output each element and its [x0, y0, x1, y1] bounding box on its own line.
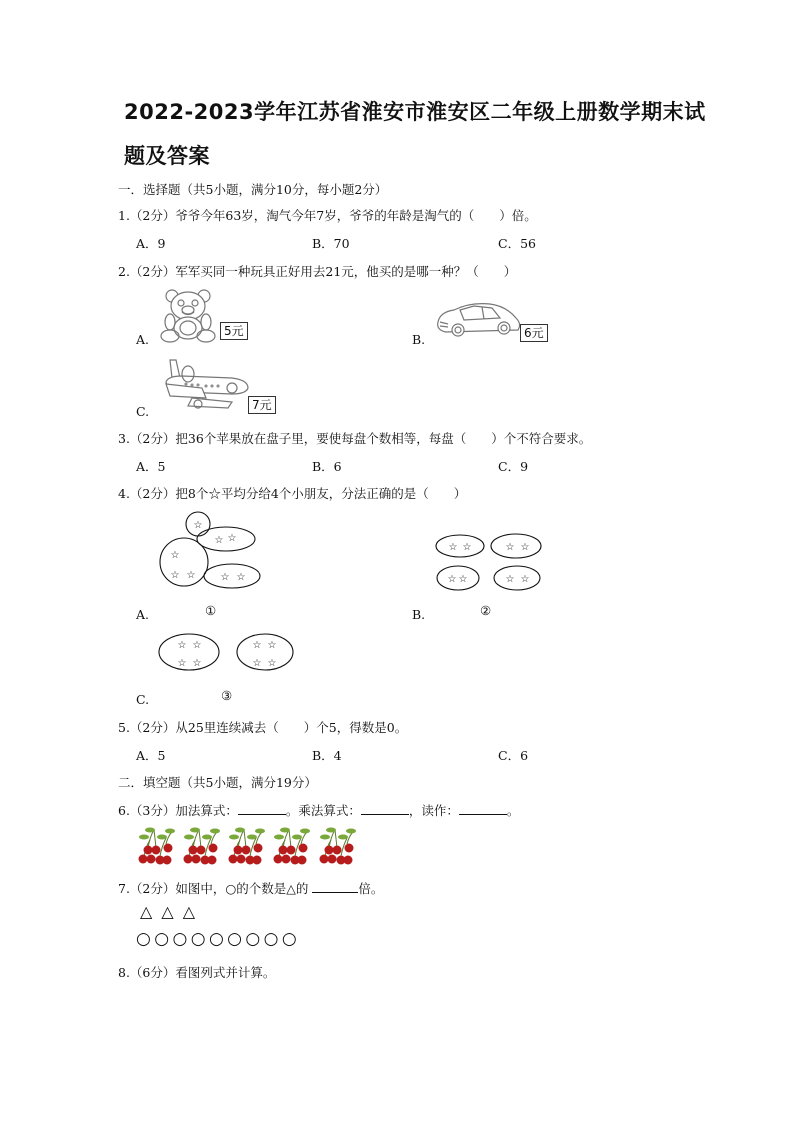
question-8-text: 8.（6分）看图列式并计算。 [118, 965, 276, 980]
star-grouping-figure-3 [158, 632, 298, 674]
svg-text:☆: ☆ [170, 570, 180, 581]
q7-answer-blank[interactable] [312, 881, 358, 893]
section1-heading: 一．选择题（共5小题，满分10分，每小题2分） [118, 182, 388, 197]
airplane-price-tag: 7元 [248, 396, 276, 414]
section2-heading: 二．填空题（共5小题，满分19分） [118, 775, 317, 790]
svg-text:☆: ☆ [462, 542, 472, 553]
figure-3-label: ③ [221, 688, 233, 703]
question-6-text [118, 801, 519, 819]
svg-text:☆: ☆ [236, 572, 246, 583]
svg-text:☆: ☆ [227, 533, 237, 544]
star-grouping-figure-2 [432, 533, 547, 593]
q5-option-c: C．6 [498, 748, 529, 763]
svg-text:☆: ☆ [505, 574, 515, 585]
svg-text:☆: ☆ [177, 658, 187, 669]
cherry-groups-figure [138, 826, 368, 866]
figure-1-label: ① [205, 603, 217, 618]
q2-option-b: B. [412, 332, 426, 347]
figure-2-label: ② [480, 603, 492, 618]
svg-text:☆: ☆ [520, 574, 530, 585]
q4-option-a: A. [136, 607, 150, 622]
star-grouping-figure-1 [155, 510, 275, 595]
svg-text:☆: ☆ [170, 550, 180, 561]
svg-text:☆: ☆ [252, 640, 262, 651]
q6-mid1: 。乘法算式： [285, 803, 361, 818]
q1-option-a: A．9 [136, 236, 166, 251]
q3-option-a: A．5 [136, 459, 166, 474]
svg-text:☆: ☆ [186, 570, 196, 581]
q6-addition-blank[interactable] [238, 803, 286, 815]
car-price-tag: 6元 [520, 324, 548, 342]
q6-multiplication-blank[interactable] [361, 803, 409, 815]
q6-reading-blank[interactable] [459, 803, 507, 815]
svg-text:☆: ☆ [520, 542, 530, 553]
q6-prefix: 6.（3分）加法算式： [118, 803, 238, 818]
q6-end: 。 [506, 803, 520, 818]
question-2-text: 2.（2分）军军买同一种玩具正好用去21元，他买的是哪一种？（ ） [118, 264, 517, 279]
question-7-text [118, 879, 383, 897]
airplane-icon [162, 358, 252, 410]
teddy-bear-icon [160, 288, 220, 344]
question-4-text: 4.（2分）把8个☆平均分给4个小朋友，分法正确的是（ ） [118, 486, 467, 501]
svg-text:☆: ☆ [447, 574, 457, 585]
svg-text:☆: ☆ [177, 640, 187, 651]
teddy-bear-price-tag: 5元 [220, 322, 248, 340]
q7-triangles: △ △ △ [140, 902, 198, 921]
svg-text:☆: ☆ [505, 542, 515, 553]
q2-option-c: C. [136, 404, 150, 419]
svg-text:☆: ☆ [267, 640, 277, 651]
svg-text:☆: ☆ [448, 542, 458, 553]
svg-text:☆: ☆ [193, 520, 203, 531]
q7-circles: ○ ○ ○ ○ ○ ○ ○ ○ ○ [136, 929, 296, 949]
q7-prefix: 7.（2分）如图中，○的个数是△的 [118, 881, 309, 896]
svg-text:☆: ☆ [267, 658, 277, 669]
q3-option-b: B．6 [312, 459, 342, 474]
q4-option-b: B. [412, 607, 426, 622]
question-1-text: 1.（2分）爷爷今年63岁，淘气今年7岁，爷爷的年龄是淘气的（ ）倍。 [118, 208, 537, 223]
svg-text:☆: ☆ [458, 574, 468, 585]
svg-text:☆: ☆ [214, 535, 224, 546]
car-icon [434, 300, 524, 340]
document-title-line1: 2022-2023学年江苏省淮安市淮安区二年级上册数学期末试 [124, 100, 706, 124]
question-3-text: 3.（2分）把36个苹果放在盘子里，要使每盘个数相等，每盘（ ）个不符合要求。 [118, 431, 592, 446]
q1-option-b: B．70 [312, 236, 350, 251]
svg-text:☆: ☆ [220, 572, 230, 583]
q1-option-c: C．56 [498, 236, 536, 251]
q3-option-c: C．9 [498, 459, 529, 474]
q6-mid2: ，读作： [408, 803, 459, 818]
q5-option-b: B．4 [312, 748, 342, 763]
svg-text:☆: ☆ [252, 658, 262, 669]
question-5-text: 5.（2分）从25里连续减去（ ）个5，得数是0。 [118, 720, 408, 735]
svg-text:☆: ☆ [192, 640, 202, 651]
q7-suffix: 倍。 [358, 881, 384, 896]
q2-option-a: A. [136, 332, 150, 347]
document-title-line2: 题及答案 [124, 144, 210, 168]
svg-text:☆: ☆ [192, 658, 202, 669]
q4-option-c: C. [136, 692, 150, 707]
q5-option-a: A．5 [136, 748, 166, 763]
